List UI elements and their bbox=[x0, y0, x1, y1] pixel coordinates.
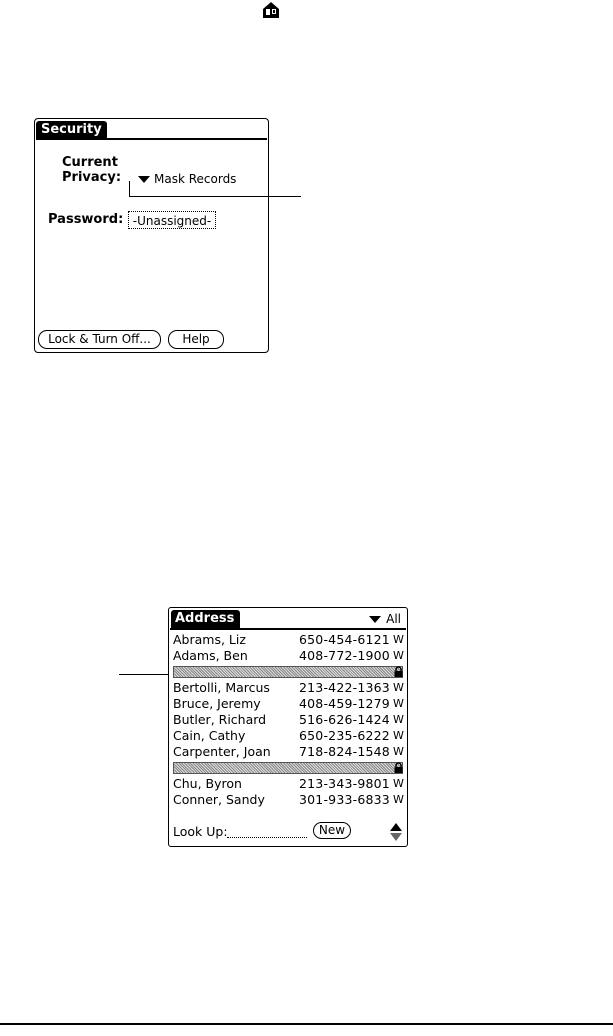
list-item[interactable] bbox=[173, 696, 403, 712]
password-label: Password: bbox=[48, 212, 124, 227]
callout-line bbox=[129, 196, 301, 197]
phone-type: W bbox=[393, 649, 404, 662]
list-item[interactable] bbox=[173, 792, 403, 808]
phone-type: W bbox=[393, 633, 404, 646]
contact-name: Cain, Cathy bbox=[173, 728, 246, 743]
security-screen bbox=[34, 118, 269, 353]
new-button[interactable]: New bbox=[313, 822, 351, 839]
masked-record[interactable] bbox=[173, 762, 403, 774]
contact-phone: 408-459-1279 bbox=[299, 696, 390, 711]
contact-phone: 213-343-9801 bbox=[299, 776, 390, 791]
title-rule bbox=[36, 138, 267, 140]
category-picker[interactable] bbox=[369, 611, 401, 627]
contact-name: Chu, Byron bbox=[173, 776, 242, 791]
category-value: All bbox=[386, 612, 401, 626]
contact-name: Bertolli, Marcus bbox=[173, 680, 270, 695]
list-item[interactable] bbox=[173, 712, 403, 728]
scroll-arrows-icon[interactable] bbox=[389, 822, 403, 842]
security-title: Security bbox=[36, 121, 107, 138]
privacy-select[interactable] bbox=[138, 171, 236, 187]
list-item[interactable] bbox=[173, 728, 403, 744]
contact-name: Adams, Ben bbox=[173, 648, 248, 663]
dropdown-triangle-icon bbox=[138, 176, 150, 183]
address-title: Address bbox=[171, 610, 240, 628]
current-privacy-label-line2: Privacy: bbox=[62, 170, 122, 185]
phone-type: W bbox=[393, 793, 404, 806]
dropdown-triangle-icon bbox=[369, 616, 381, 623]
current-privacy-label bbox=[62, 155, 121, 185]
privacy-value: Mask Records bbox=[154, 172, 237, 186]
masked-record[interactable] bbox=[173, 666, 403, 678]
contact-name: Abrams, Liz bbox=[173, 632, 246, 647]
list-item[interactable] bbox=[173, 776, 403, 792]
address-screen bbox=[168, 607, 408, 847]
callout-line bbox=[119, 674, 173, 675]
list-item[interactable] bbox=[173, 680, 403, 696]
phone-type: W bbox=[393, 729, 404, 742]
list-item[interactable] bbox=[173, 632, 403, 648]
list-item[interactable] bbox=[173, 744, 403, 760]
lock-turn-off-button[interactable]: Lock & Turn Off... bbox=[38, 330, 161, 349]
page-footer-rule bbox=[0, 1023, 613, 1025]
contact-phone: 516-626-1424 bbox=[299, 712, 390, 727]
contact-phone: 650-454-6121 bbox=[299, 632, 390, 647]
contact-phone: 408-772-1900 bbox=[299, 648, 390, 663]
contact-phone: 213-422-1363 bbox=[299, 680, 390, 695]
help-button[interactable]: Help bbox=[168, 330, 224, 349]
lock-icon bbox=[393, 666, 404, 678]
password-field[interactable]: -Unassigned- bbox=[128, 211, 216, 229]
lookup-label: Look Up: bbox=[173, 824, 228, 839]
phone-type: W bbox=[393, 713, 404, 726]
contact-name: Butler, Richard bbox=[173, 712, 267, 727]
phone-type: W bbox=[393, 681, 404, 694]
home-icon[interactable] bbox=[262, 1, 280, 19]
lock-icon bbox=[393, 762, 404, 774]
address-list bbox=[173, 632, 403, 808]
phone-type: W bbox=[393, 745, 404, 758]
current-privacy-label-line1: Current bbox=[62, 155, 118, 170]
contact-phone: 301-933-6833 bbox=[299, 792, 390, 807]
contact-name: Carpenter, Joan bbox=[173, 744, 271, 759]
title-rule bbox=[170, 628, 406, 630]
callout-line bbox=[129, 181, 130, 197]
contact-name: Conner, Sandy bbox=[173, 792, 265, 807]
contact-phone: 650-235-6222 bbox=[299, 728, 390, 743]
phone-type: W bbox=[393, 777, 404, 790]
phone-type: W bbox=[393, 697, 404, 710]
contact-name: Bruce, Jeremy bbox=[173, 696, 261, 711]
contact-phone: 718-824-1548 bbox=[299, 744, 390, 759]
list-item[interactable] bbox=[173, 648, 403, 664]
lookup-input[interactable] bbox=[227, 836, 307, 838]
